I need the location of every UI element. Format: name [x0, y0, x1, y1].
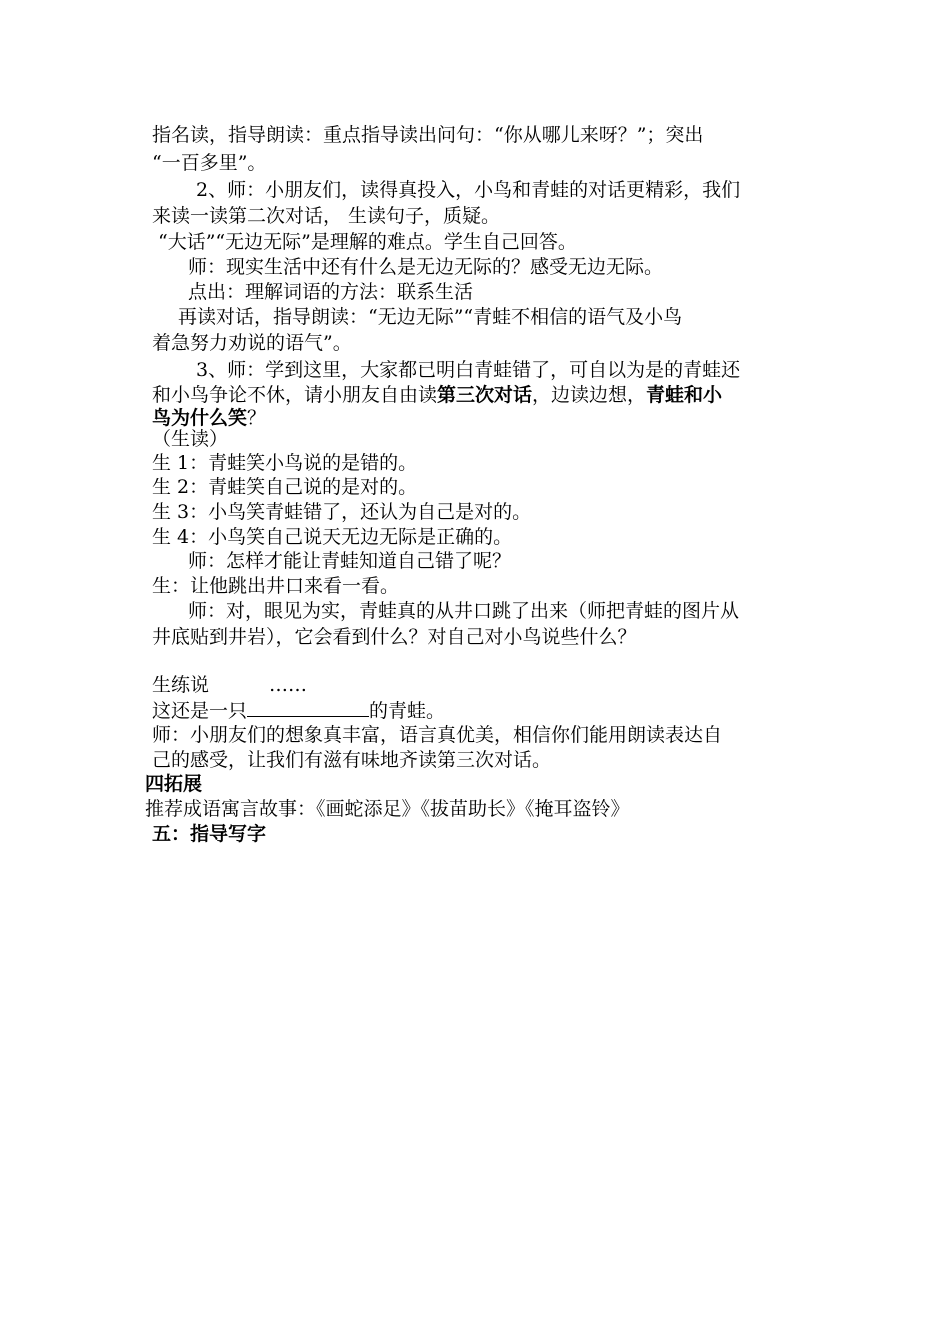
text-line: 师：现实生活中还有什么是无边无际的？感受无边无际。 [188, 256, 664, 278]
text-line: 再读对话，指导朗读：“无边无际”“青蛙不相信的语气及小鸟 [178, 306, 683, 328]
text-line: “一百多里”。 [152, 152, 267, 174]
text-line [152, 698, 445, 722]
fill-in-blank [247, 698, 369, 717]
text-line: 生 1：青蛙笑小鸟说的是错的。 [152, 452, 418, 474]
text-line: 生 3：小鸟笑青蛙错了，还认为自己是对的。 [152, 501, 532, 523]
text-line: 点出：理解词语的方法：联系生活 [188, 281, 474, 303]
text-line: 生 4：小鸟笑自己说天无边无际是正确的。 [152, 526, 513, 548]
text-line: 2、师：小朋友们，读得真投入，小鸟和青蛙的对话更精彩，我们 [196, 179, 741, 201]
text-span: 这还是一只 [152, 700, 248, 722]
text-span: ？ [247, 407, 267, 429]
text-span: 的青蛙。 [369, 700, 446, 722]
text-line: 师：小朋友们的想象真丰富，语言真优美，相信你们能用朗读表达自 [152, 724, 723, 746]
section-heading: 四拓展 [145, 773, 203, 795]
text-line: 师：对，眼见为实，青蛙真的从井口跳了出来（师把青蛙的图片从 [188, 600, 740, 622]
text-line: 指名读，指导朗读：重点指导读出问句：“你从哪儿来呀？”；突出 [152, 124, 704, 146]
text-span-bold: 青蛙和小 [646, 384, 723, 406]
text-line [152, 673, 307, 697]
text-line: “大话”“无边无际”是理解的难点。学生自己回答。 [158, 231, 577, 253]
text-line: 来读一读第二次对话， 生读句子，质疑。 [152, 205, 501, 227]
text-span: 和小鸟争论不休，请小朋友自由读 [152, 384, 438, 406]
text-line: 井底贴到井岩），它会看到什么？对自己对小鸟说些什么？ [152, 626, 637, 648]
text-span-bold: 鸟为什么笑 [152, 407, 248, 429]
text-span-bold: 第三次对话 [437, 384, 533, 406]
text-line: 生：让他跳出井口来看一看。 [152, 575, 400, 597]
text-span: ，边读边想， [532, 384, 647, 406]
text-line: （生读） [152, 428, 229, 450]
text-line: 生 2：青蛙笑自己说的是对的。 [152, 476, 418, 498]
text-line: 己的感受，让我们有滋有味地齐读第三次对话。 [152, 749, 552, 771]
text-span: …… [269, 674, 308, 696]
text-line: 推荐成语寓言故事：《画蛇添足》《拔苗助长》《掩耳盗铃》 [145, 798, 630, 820]
text-line: 3、师：学到这里，大家都已明白青蛙错了，可自以为是的青蛙还 [196, 359, 741, 381]
text-line [152, 383, 722, 407]
text-span: 生练说 [152, 674, 210, 696]
text-line: 师：怎样才能让青蛙知道自己错了呢？ [188, 550, 512, 572]
section-heading: 五：指导写字 [152, 823, 267, 845]
text-line: 着急努力劝说的语气”。 [152, 332, 352, 354]
